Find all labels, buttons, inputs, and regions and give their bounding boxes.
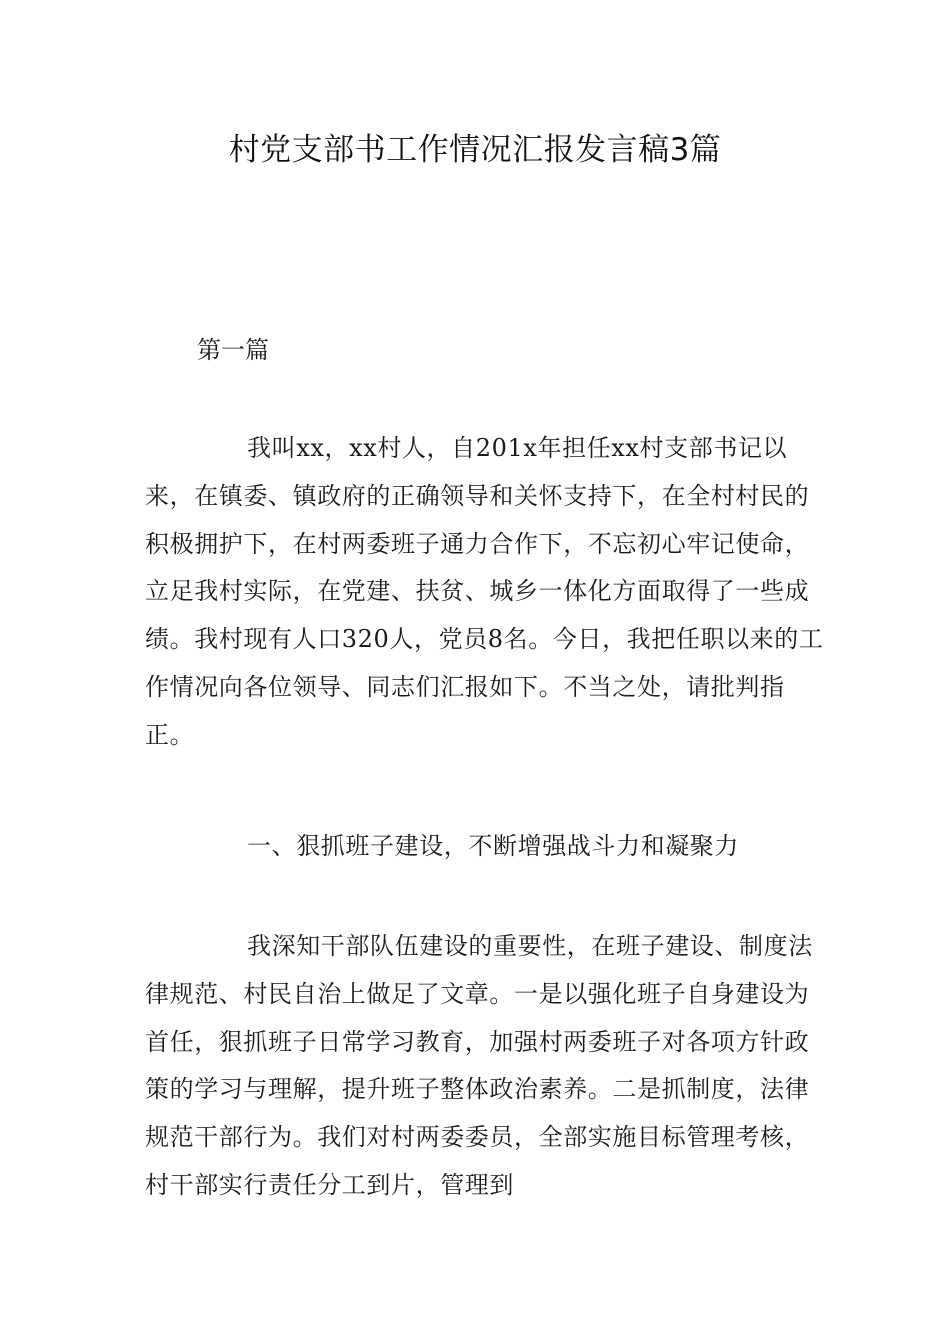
body-paragraph-1: 我叫xx，xx村人，自201x年担任xx村支部书记以来，在镇委、镇政府的正确领导和关怀支持下，在全村村民的积极拥护下，在村两委班子通力合作下，不忘初心牢记使命，立足我村实际，在党建、扶贫、城乡一体化方面取得了一些成绩。我村现有人口320人，党员8名。今日，我把任职以来的工作情况向各位领导、同志们汇报如下。不当之处，请批判指正。 (145, 434, 824, 749)
section-label: 第一篇 (197, 336, 269, 364)
section-heading-1: 一、狠抓班子建设，不断增强战斗力和凝聚力 (247, 832, 739, 860)
body-paragraph-2: 我深知干部队伍建设的重要性，在班子建设、制度法律规范、村民自治上做足了文章。一是以强化班子自身建设为首任，狠抓班子日常学习教育，加强村两委班子对各项方针政策的学习与理解，提升班子整体政治素养。二是抓制度，法律规范干部行为。我们对村两委委员，全部实施目标管理考核，村干部实行责任分工到片，管理到 (145, 932, 813, 1199)
document-title: 村党支部书工作情况汇报发言稿3篇 (228, 132, 722, 168)
